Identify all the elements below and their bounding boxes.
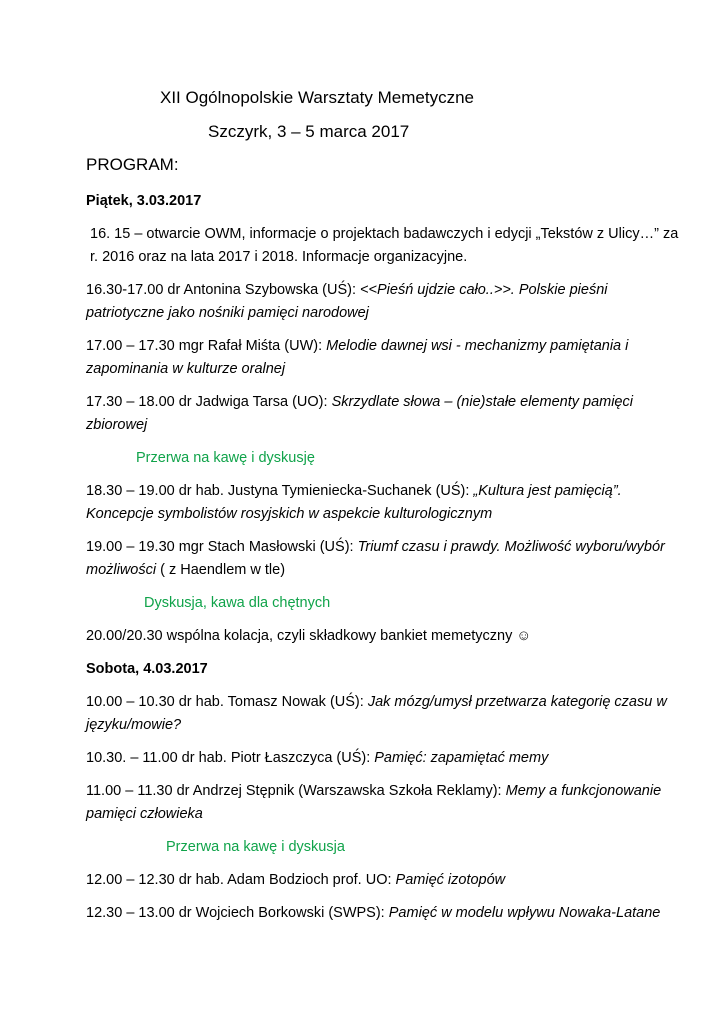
program-heading: PROGRAM: [86,155,179,174]
entry-title: Skrzydlate słowa – (nie)stałe elementy pamięci zbiorowej [86,394,633,433]
discussion-break: Dyskusja, kawa dla chętnych [144,595,331,611]
event-title: XII Ogólnopolskie Warsztaty Memetyczne [160,88,474,107]
program-entry [86,747,686,770]
opening-entry: 16. 15 – otwarcie OWM, informacje o projektach badawczych i edycji „Tekstów z Ulicy…” za r. 2016 oraz na lata 2017 i 2018. Informacje organizacyjne. [90,226,679,265]
entry-speaker: 11.00 – 11.30 dr Andrzej Stępnik (Warszawska Szkoła Reklamy): [86,783,506,799]
coffee-break: Przerwa na kawę i dyskusję [136,450,315,466]
coffee-break: Przerwa na kawę i dyskusja [166,839,345,855]
program-content [86,190,686,935]
entry-title: „Kultura jest pamięcią”. Koncepcje symbolistów rosyjskich w aspekcie kulturologicznym [86,483,622,522]
program-entry [86,391,686,437]
entry-title: Pamięć izotopów [395,872,506,888]
entry-speaker: 12.00 – 12.30 dr hab. Adam Bodzioch prof. UO: [86,872,396,888]
entry-speaker: 10.00 – 10.30 dr hab. Tomasz Nowak (UŚ): [86,694,368,710]
entry-suffix: ( z Haendlem w tle) [156,562,286,578]
program-entry [86,536,686,582]
program-entry [86,869,686,892]
program-entry [86,279,686,325]
program-entry [86,780,686,826]
entry-title: Memy a funkcjonowanie pamięci człowieka [86,783,662,822]
entry-title: <<Pieśń ujdzie cało..>>. Polskie pieśni patriotyczne jako nośniki pamięci narodowej [86,282,608,321]
entry-speaker: 10.30. – 11.00 dr hab. Piotr Łaszczyca (UŚ): [86,750,375,766]
event-place-date: Szczyrk, 3 – 5 marca 2017 [208,122,410,141]
entry-speaker: 17.30 – 18.00 dr Jadwiga Tarsa (UO): [86,394,332,410]
entry-speaker: 17.00 – 17.30 mgr Rafał Miśta (UW): [86,338,327,354]
entry-title: Pamięć w modelu wpływu Nowaka-Latane [388,905,661,921]
day-heading-saturday: Sobota, 4.03.2017 [86,661,208,677]
entry-title: Melodie dawnej wsi - mechanizmy pamiętania i zapominania w kulturze oralnej [86,338,629,377]
entry-speaker: 16.30-17.00 dr Antonina Szybowska (UŚ): [86,282,361,298]
entry-speaker: 18.30 – 19.00 dr hab. Justyna Tymieniecka-Suchanek (UŚ): [86,483,474,499]
entry-title: Triumf czasu i prawdy. Możliwość wyboru/wybór możliwości [86,539,665,578]
program-entry [86,480,686,526]
program-entry [86,335,686,381]
dinner-entry: 20.00/20.30 wspólna kolacja, czyli składkowy bankiet memetyczny ☺ [86,628,532,644]
entry-speaker: 19.00 – 19.30 mgr Stach Masłowski (UŚ): [86,539,358,555]
program-entry [86,691,686,737]
entry-title: Pamięć: zapamiętać memy [374,750,549,766]
day-heading-friday: Piątek, 3.03.2017 [86,193,202,209]
program-entry [86,902,686,925]
entry-speaker: 12.30 – 13.00 dr Wojciech Borkowski (SWPS): [86,905,389,921]
entry-title: Jak mózg/umysł przetwarza kategorię czasu w języku/mowie? [86,694,667,733]
